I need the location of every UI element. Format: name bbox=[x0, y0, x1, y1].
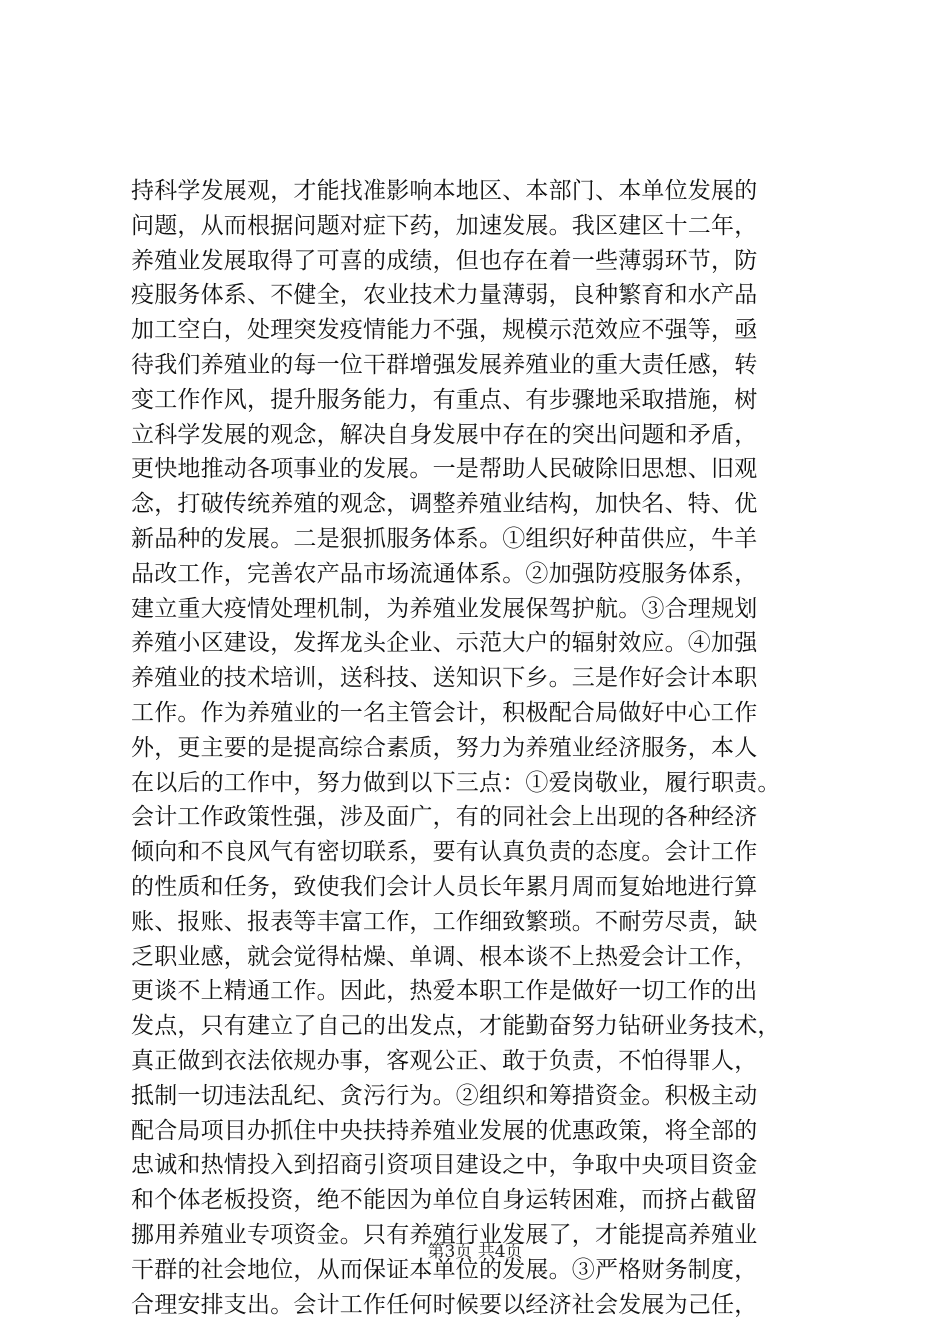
text-line: 持科学发展观，才能找准影响本地区、本部门、本单位发展的 bbox=[131, 178, 758, 204]
text-line: 工作。作为养殖业的一名主管会计，积极配合局做好中心工作 bbox=[131, 699, 758, 726]
text-line: 加工空白，处理突发疫情能力不强，规模示范效应不强等，亟 bbox=[131, 317, 758, 344]
text-line: 更谈不上精通工作。因此，热爱本职工作是做好一切工作的出 bbox=[131, 978, 758, 1005]
text-line: 变工作作风，提升服务能力，有重点、有步骤地采取措施，树 bbox=[131, 386, 758, 413]
text-line: 忠诚和热情投入到招商引资项目建设之中，争取中央项目资金 bbox=[131, 1152, 758, 1179]
text-line: 发点，只有建立了自己的出发点，才能勤奋努力钻研业务技术， bbox=[131, 1013, 781, 1040]
text-line: 更快地推动各项事业的发展。一是帮助人民破除旧思想、旧观 bbox=[131, 456, 758, 483]
text-line: 乏职业感，就会觉得枯燥、单调、根本谈不上热爱会计工作， bbox=[131, 943, 758, 970]
text-line: 念，打破传统养殖的观念，调整养殖业结构，加快名、特、优 bbox=[131, 491, 758, 518]
text-line: 抵制一切违法乱纪、贪污行为。②组织和筹措资金。积极主动 bbox=[131, 1082, 758, 1109]
text-line: 和个体老板投资，绝不能因为单位自身运转困难，而挤占截留 bbox=[131, 1187, 758, 1214]
text-line: 干群的社会地位，从而保证本单位的发展。③严格财务制度， bbox=[131, 1256, 758, 1283]
text-line: 倾向和不良风气有密切联系，要有认真负责的态度。会计工作 bbox=[131, 839, 758, 866]
text-line: 会计工作政策性强，涉及面广，有的同社会上出现的各种经济 bbox=[131, 804, 758, 831]
text-line: 立科学发展的观念，解决自身发展中存在的突出问题和矛盾， bbox=[131, 421, 758, 448]
text-line: 外，更主要的是提高综合素质，努力为养殖业经济服务，本人 bbox=[131, 734, 758, 761]
body-text bbox=[131, 174, 831, 1322]
text-line: 合理安排支出。会计工作任何时候要以经济社会发展为己任， bbox=[131, 1291, 758, 1318]
text-line: 账、报账、报表等丰富工作，工作细致繁琐。不耐劳尽责，缺 bbox=[131, 908, 758, 935]
text-line: 养殖小区建设，发挥龙头企业、示范大户的辐射效应。④加强 bbox=[131, 630, 758, 657]
text-line: 疫服务体系、不健全，农业技术力量薄弱，良种繁育和水产品 bbox=[131, 282, 758, 309]
text-line: 配合局项目办抓住中央扶持养殖业发展的优惠政策，将全部的 bbox=[131, 1117, 758, 1144]
text-line: 养殖业发展取得了可喜的成绩，但也存在着一些薄弱环节，防 bbox=[131, 247, 758, 274]
text-line: 挪用养殖业专项资金。只有养殖行业发展了，才能提高养殖业 bbox=[131, 1221, 758, 1248]
text-line: 问题，从而根据问题对症下药，加速发展。我区建区十二年， bbox=[131, 212, 758, 239]
text-line: 真正做到衣法依规办事，客观公正、敢于负责，不怕得罪人， bbox=[131, 1047, 758, 1074]
text-line: 养殖业的技术培训，送科技、送知识下乡。三是作好会计本职 bbox=[131, 665, 758, 692]
page-footer: 第3页 共4页 bbox=[427, 1242, 523, 1262]
text-line: 待我们养殖业的每一位干群增强发展养殖业的重大责任感，转 bbox=[131, 351, 758, 378]
text-line: 的性质和任务，致使我们会计人员长年累月周而复始地进行算 bbox=[131, 873, 758, 900]
text-line: 品改工作，完善农产品市场流通体系。②加强防疫服务体系， bbox=[131, 560, 758, 587]
text-line: 在以后的工作中，努力做到以下三点：①爱岗敬业，履行职责。 bbox=[131, 769, 781, 796]
text-line: 新品种的发展。二是狠抓服务体系。①组织好种苗供应，牛羊 bbox=[131, 525, 758, 552]
text-line: 建立重大疫情处理机制，为养殖业发展保驾护航。③合理规划 bbox=[131, 595, 758, 622]
